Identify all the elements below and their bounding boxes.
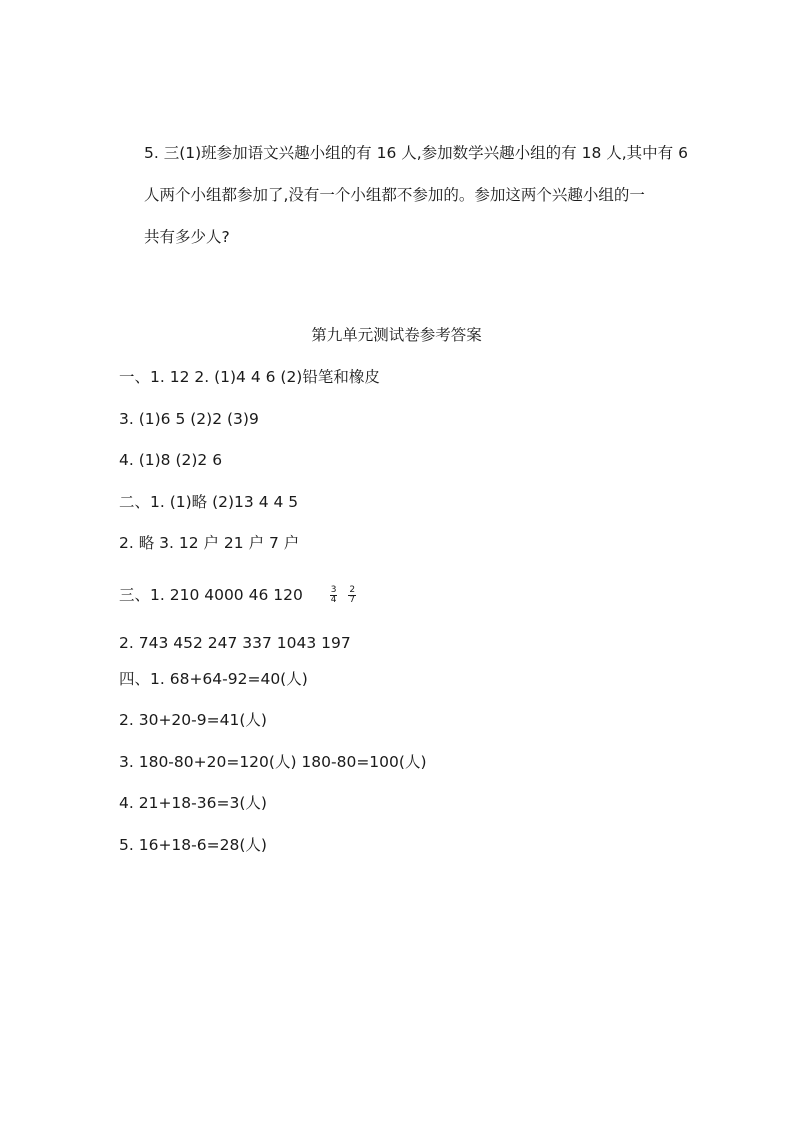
answer-section-3-item-1 [119,584,359,606]
answer-section-4-item-1: 四、1. 68+64-92=40(人) [119,670,308,688]
fraction-2-denominator: 7 [349,595,356,605]
question-5-line-2: 人两个小组都参加了,没有一个小组都不参加的。参加这两个兴趣小组的一 [144,186,645,204]
answer-section-4-item-4: 4. 21+18-36=3(人) [119,794,267,812]
question-5 [144,132,688,258]
fraction-2-numerator: 2 [349,585,356,595]
fraction-1-denominator: 4 [330,595,337,605]
answer-section-4-item-5: 5. 16+18-6=28(人) [119,836,267,854]
fraction-1-numerator: 3 [330,585,337,595]
answer-section-4-item-3: 3. 180-80+20=120(人) 180-80=100(人) [119,753,427,771]
fraction-three-quarters [330,586,338,605]
answer-section-1-item-4: 4. (1)8 (2)2 6 [119,451,223,469]
answer-section-4-item-2: 2. 30+20-9=41(人) [119,711,267,729]
answer-section-2-item-2-3: 2. 略 3. 12 户 21 户 7 户 [119,534,300,552]
answer-section-1-item-1-2: 一、1. 12 2. (1)4 4 6 (2)铅笔和橡皮 [119,368,380,386]
answer-section-2-item-1: 二、1. (1)略 (2)13 4 4 5 [119,493,299,511]
answer-section-3-item-2: 2. 743 452 247 337 1043 197 [119,634,351,652]
answer-section-3-item-1-text: 三、1. 210 4000 46 120 [119,586,303,604]
answer-section-1-item-3: 3. (1)6 5 (2)2 (3)9 [119,410,259,428]
fraction-two-sevenths [348,586,356,605]
question-5-line-3: 共有多少人? [144,228,230,246]
question-5-line-1: 5. 三(1)班参加语文兴趣小组的有 16 人,参加数学兴趣小组的有 18 人,其中有 6 [144,144,688,162]
answer-key-title: 第九单元测试卷参考答案 [311,326,482,344]
